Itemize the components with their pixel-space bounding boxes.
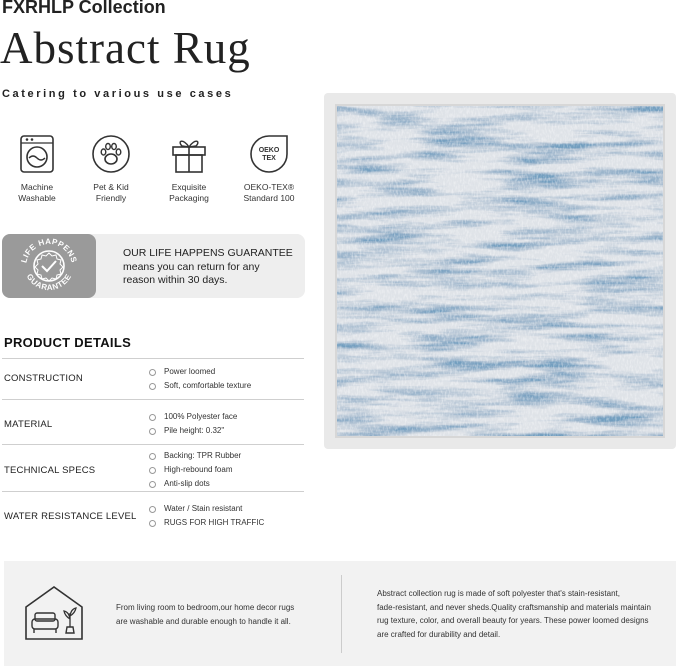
feature-label: OEKO-TEX® Standard 100 [243,182,295,203]
detail-label-technical-specs: TECHNICAL SPECS [4,465,96,476]
rug-image [335,104,665,438]
feature-exquisite-packaging [151,134,227,204]
bottom-left-text: From living room to bedroom,our home decor rugs are washable and durable enough to handle it all. [116,603,295,626]
rug-image-frame [324,93,676,449]
divider [341,575,342,653]
guarantee-seal-icon [2,234,96,298]
detail-label-construction: CONSTRUCTION [4,373,83,384]
divider [2,491,304,492]
home-with-chair-icon [22,583,86,648]
svg-text:TEX: TEX [262,155,276,162]
feature-pet-kid-friendly [73,134,149,204]
detail-item: Soft, comfortable texture [149,381,251,390]
page-subtitle: Catering to various use cases [2,88,234,100]
brand-name: FXRHLP Collection [2,0,166,17]
bottom-info-panel [4,561,676,666]
washing-machine-icon [17,134,57,174]
detail-item: Water / Stain resistant [149,504,242,513]
guarantee-badge [2,234,96,298]
svg-text:LIFE HAPPENS: LIFE HAPPENS [19,236,79,264]
guarantee-line: means you can return for any [123,260,260,273]
guarantee-text [123,247,293,288]
guarantee-panel [2,234,305,298]
guarantee-heading: OUR LIFE HAPPENS GUARANTEE [123,247,293,259]
detail-item: Anti-slip dots [149,479,210,488]
feature-oeko-tex [231,134,307,204]
detail-label-water-resistance: WATER RESISTANCE LEVEL [4,511,137,522]
detail-label-material: MATERIAL [4,419,53,430]
detail-item: High-rebound foam [149,465,232,474]
feature-label: Exquisite Packaging [169,182,209,203]
feature-machine-washable [0,134,75,204]
divider [2,358,304,359]
feature-label: Pet & Kid Friendly [93,182,129,203]
guarantee-line: reason within 30 days. [123,274,228,286]
bottom-right-text: Abstract collection rug is made of soft polyester that's stain-resistant, fade-resistant, and never sheds.Quality craftsmanship and materials maintain rug texture, color, and overall beauty for years. These power loomed designs are crafted for durability and detail. [377,589,651,639]
detail-item: Power loomed [149,367,215,376]
paw-icon [91,134,131,174]
product-details-title: PRODUCT DETAILS [4,335,132,350]
page-title: Abstract Rug [0,23,251,73]
oeko-tex-icon [249,134,289,174]
detail-item: Backing: TPR Rubber [149,451,241,460]
divider [2,399,304,400]
feature-label: Machine Washable [18,182,56,203]
detail-item: Pile height: 0.32" [149,426,224,435]
gift-box-icon [169,134,209,174]
svg-text:OEKO: OEKO [258,147,280,154]
detail-item: RUGS FOR HIGH TRAFFIC [149,518,264,527]
divider [2,444,304,445]
detail-item: 100% Polyester face [149,412,237,421]
svg-text:GUARANTEE: GUARANTEE [24,272,74,293]
